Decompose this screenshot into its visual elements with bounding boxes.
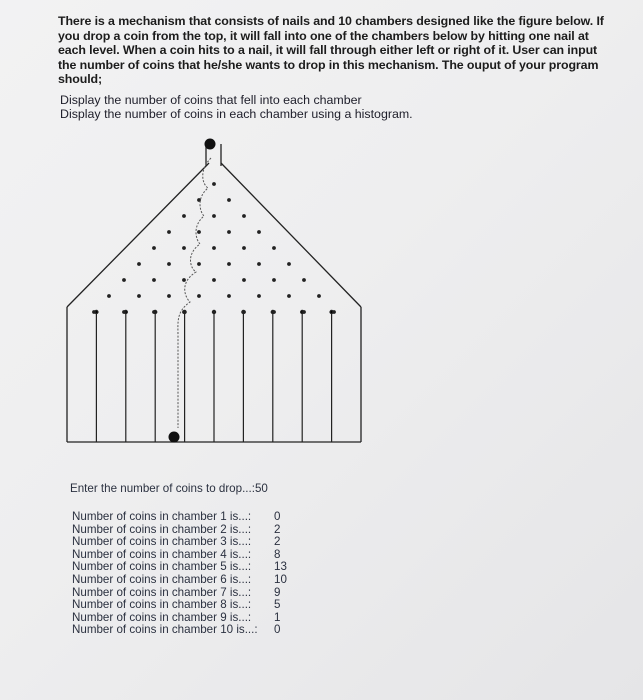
nail <box>227 294 231 298</box>
task-item: Display the number of coins in each chamber using a histogram. <box>60 106 413 121</box>
chamber-count: 8 <box>274 547 281 561</box>
chamber-row <box>72 624 302 637</box>
chamber-label: Number of coins in chamber 2 is...: <box>72 522 252 536</box>
input-prompt: Enter the number of coins to drop...:50 <box>70 482 268 495</box>
chamber-label: Number of coins in chamber 4 is...: <box>72 547 252 561</box>
nail <box>212 310 216 314</box>
nail <box>272 310 276 314</box>
chamber-row <box>72 536 302 549</box>
roof-left-edge <box>67 163 209 307</box>
nail <box>332 310 336 314</box>
nail <box>152 310 156 314</box>
chamber-count: 10 <box>274 572 287 586</box>
coin-bottom <box>169 432 180 443</box>
chamber-count: 13 <box>274 560 287 574</box>
nail <box>167 230 171 234</box>
nail <box>182 214 186 218</box>
nail <box>167 262 171 266</box>
nail <box>137 294 141 298</box>
chamber-label: Number of coins in chamber 3 is...: <box>72 535 252 549</box>
nail <box>242 246 246 250</box>
chamber-count: 5 <box>274 598 281 612</box>
nail <box>182 278 186 282</box>
nail <box>287 262 291 266</box>
chamber-count: 0 <box>274 623 281 637</box>
chamber-count: 2 <box>274 522 281 536</box>
nail <box>92 310 96 314</box>
chamber-row <box>72 511 302 524</box>
nail <box>122 310 126 314</box>
nail <box>212 182 216 186</box>
nail <box>272 246 276 250</box>
task-list <box>60 94 413 121</box>
chamber-count: 9 <box>274 585 281 599</box>
nail <box>227 198 231 202</box>
chamber-label: Number of coins in chamber 6 is...: <box>72 572 252 586</box>
console-output <box>70 482 287 637</box>
nail <box>227 230 231 234</box>
nail <box>227 262 231 266</box>
chamber-count: 0 <box>274 510 281 523</box>
task-item: Display the number of coins that fell into each chamber <box>60 93 362 107</box>
nail <box>317 294 321 298</box>
nail <box>182 310 186 314</box>
problem-statement: There is a mechanism that consists of nails and 10 chambers designed like the figure below. If you drop a coin from the top, it will fall into one of the chambers below by hitting one nail at each level. When a coin hits to a nail, it will fall through either left or right of it. User can input the number of coins that he/she wants to drop in this mechanism. The ouput of your program should; <box>58 14 604 87</box>
nail <box>242 278 246 282</box>
chamber-label: Number of coins in chamber 10 is...: <box>72 623 258 637</box>
chamber-row <box>72 574 302 587</box>
chamber-results <box>72 511 302 637</box>
chamber-label: Number of coins in chamber 9 is...: <box>72 610 252 624</box>
nail <box>212 214 216 218</box>
chamber-count: 1 <box>274 610 281 624</box>
nail <box>197 262 201 266</box>
nail <box>182 246 186 250</box>
coin-path <box>178 158 211 428</box>
nail <box>242 310 246 314</box>
nail <box>302 278 306 282</box>
chamber-label: Number of coins in chamber 5 is...: <box>72 560 252 574</box>
chamber-label: Number of coins in chamber 8 is...: <box>72 598 252 612</box>
nail <box>107 294 111 298</box>
nail <box>152 246 156 250</box>
chamber-label: Number of coins in chamber 1 is...: <box>72 510 252 523</box>
nail <box>287 294 291 298</box>
roof-right-edge <box>221 163 361 307</box>
galton-board-figure <box>66 136 366 448</box>
nail <box>272 278 276 282</box>
nail <box>122 278 126 282</box>
nail <box>257 294 261 298</box>
nail <box>302 310 306 314</box>
nail <box>257 262 261 266</box>
nail <box>212 278 216 282</box>
nail <box>167 294 171 298</box>
coin-top <box>205 139 216 150</box>
chamber-label: Number of coins in chamber 7 is...: <box>72 585 252 599</box>
nail <box>242 214 246 218</box>
nail <box>257 230 261 234</box>
nail <box>212 246 216 250</box>
nail <box>137 262 141 266</box>
chamber-count: 2 <box>274 535 281 549</box>
chamber-row <box>72 599 302 612</box>
nail <box>197 230 201 234</box>
nail <box>152 278 156 282</box>
nail <box>197 294 201 298</box>
